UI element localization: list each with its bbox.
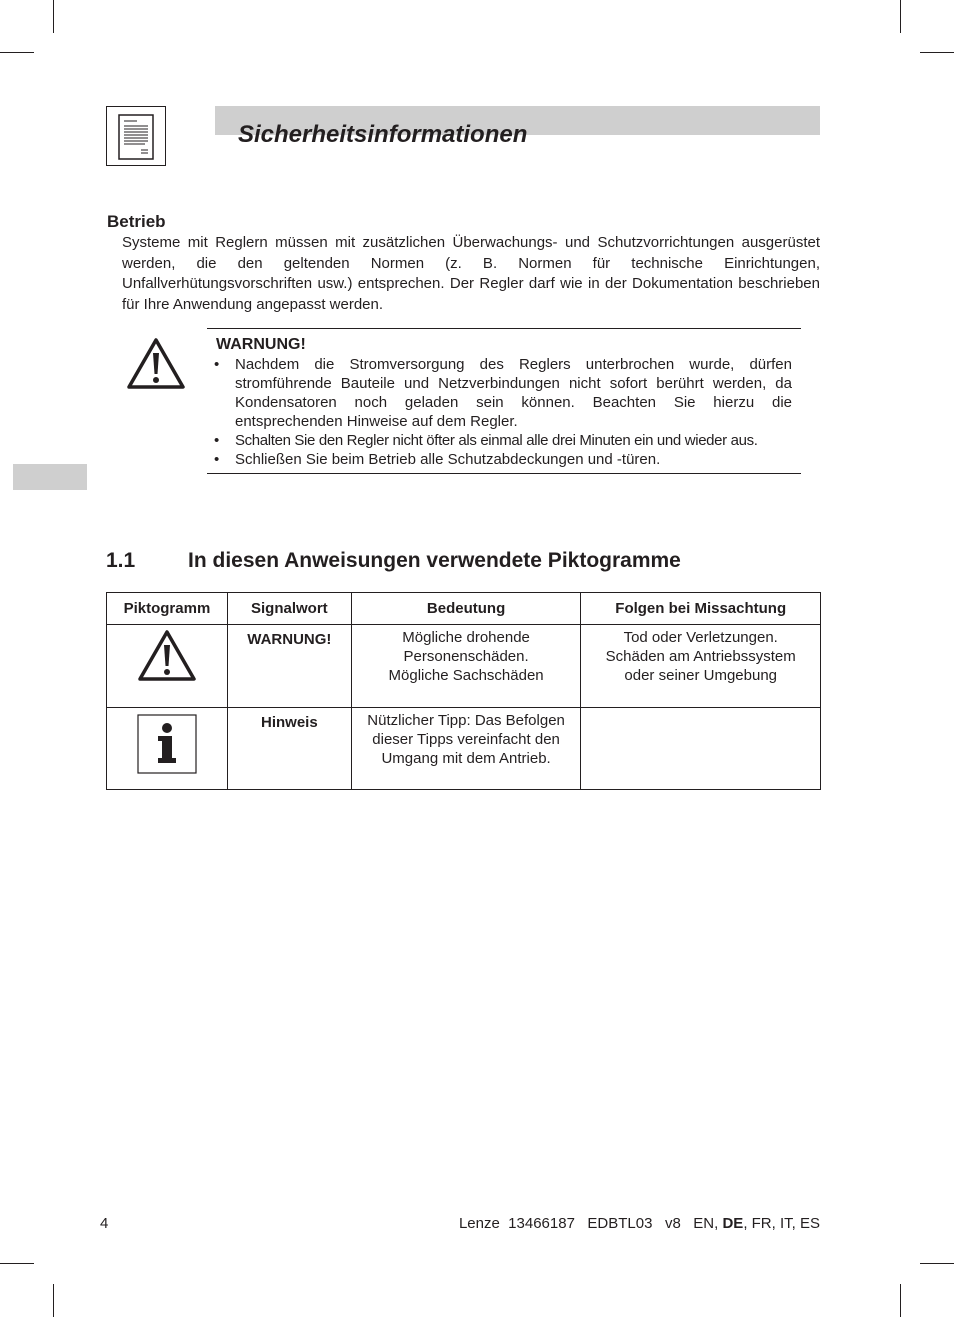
crop-mark: [920, 52, 954, 53]
crop-mark: [53, 1284, 54, 1317]
table-row: [107, 708, 821, 790]
warning-item: • Nachdem die Stromversorgung des Reglers unterbrochen wurde, dürfen stromführende Bauteile und Netzverbindungen nicht sofort berührt werden, da Kondensatoren noch geladen sein können. Beachten Sie hierzu die entsprechenden Hinweise auf dem Regler.: [214, 356, 792, 430]
column-header: Signalwort: [227, 593, 351, 625]
column-header: Bedeutung: [351, 593, 581, 625]
table-row: [107, 625, 821, 708]
page-title: Sicherheitsinformationen: [238, 121, 528, 148]
crop-mark: [900, 1284, 901, 1317]
crop-mark: [900, 0, 901, 33]
pictogram-table: [106, 592, 821, 790]
column-header: Folgen bei Missachtung: [581, 593, 821, 625]
warning-triangle-icon: [126, 337, 186, 396]
info-icon: [137, 714, 197, 779]
meaning-cell: Nützlicher Tipp: Das Befolgen dieser Tipps vereinfacht den Umgang mit dem Antrieb.: [351, 708, 581, 790]
section-number: 1.1: [106, 549, 136, 572]
signal-word: WARNUNG!: [227, 625, 351, 708]
consequence-cell: Tod oder Verletzungen. Schäden am Antriebssystem oder seiner Umgebung: [581, 625, 821, 708]
warning-title: WARNUNG!: [216, 336, 306, 353]
table-header-row: [107, 593, 821, 625]
crop-mark: [0, 1263, 34, 1264]
meaning-cell: Mögliche drohende Personenschäden. Mögliche Sachschäden: [351, 625, 581, 708]
warning-item: • Schalten Sie den Regler nicht öfter als einmal alle drei Minuten ein und wieder aus.: [214, 432, 758, 449]
crop-mark: [53, 0, 54, 33]
document-icon: [106, 106, 166, 166]
signal-word: Hinweis: [227, 708, 351, 790]
section-title: In diesen Anweisungen verwendete Piktogramme: [188, 549, 681, 572]
consequence-cell: [581, 708, 821, 790]
footer-doc-info: Lenze 13466187 EDBTL03 v8 EN, DE, FR, IT, ES: [458, 1215, 820, 1232]
column-header: Piktogramm: [107, 593, 228, 625]
pictogram-cell: [107, 625, 228, 708]
warning-top-rule: [207, 328, 801, 329]
pictogram-cell: [107, 708, 228, 790]
crop-mark: [0, 52, 34, 53]
bullet: •: [214, 356, 220, 373]
betrieb-text: Systeme mit Reglern müssen mit zusätzlichen Überwachungs- und Schutzvorrichtungen ausgerüstet werden, die den geltenden Normen (z. B. Normen für technische Einrichtungen, Unfallverhütungsvorschriften usw.) entsprechen. Der Regler darf wie in der Dokumentation beschrieben für Ihre Anwendung angepasst werden.: [122, 234, 820, 313]
crop-mark: [920, 1263, 954, 1264]
warning-bottom-rule: [207, 473, 801, 474]
warning-triangle-icon: [137, 629, 197, 688]
bullet: •: [214, 432, 219, 449]
language-tab-marker: [13, 464, 87, 490]
warning-list: [214, 355, 792, 469]
page-number: 4: [100, 1215, 109, 1232]
betrieb-heading: Betrieb: [107, 212, 166, 231]
warning-item: • Schließen Sie beim Betrieb alle Schutzabdeckungen und -türen.: [214, 451, 661, 468]
bullet: •: [214, 451, 220, 468]
